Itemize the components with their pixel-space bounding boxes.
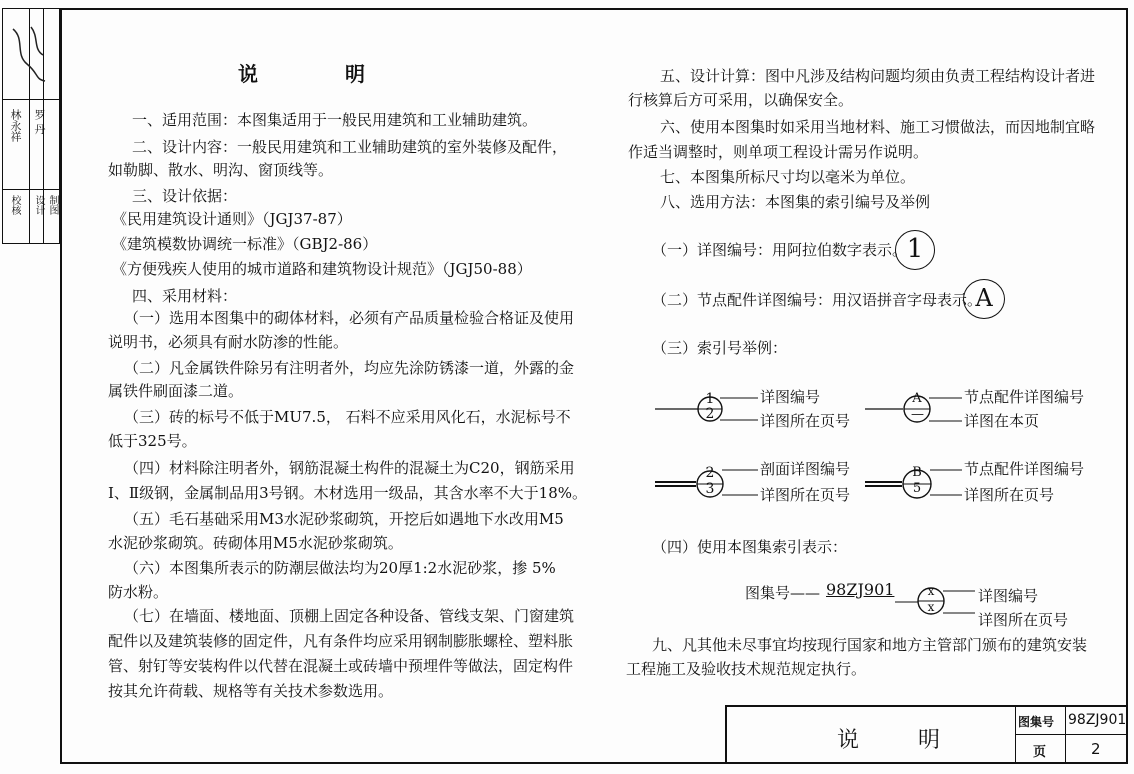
atlas-bottom: x xyxy=(927,600,935,614)
left-line: Ⅰ、Ⅱ级钢，金属制品用3号钢。木材选用一级品，其含水率不大于18%。 xyxy=(108,484,588,502)
detail-number-symbol: 1 xyxy=(895,230,935,270)
ex1-top: 1 xyxy=(705,391,715,407)
node-number-symbol: A xyxy=(963,279,1005,319)
detail-number-rule: （一）详图编号：用阿拉伯数字表示。 xyxy=(652,241,908,259)
reviewer-name: 林永祥 xyxy=(9,109,22,142)
left-line: （二）凡金属铁件除另有注明者外，均应先涂防锈漆一道，外露的金 xyxy=(124,359,575,377)
node-number-rule: （二）节点配件详图编号：用汉语拼音字母表示。 xyxy=(652,291,983,309)
title-block xyxy=(725,705,1128,764)
left-line: 四、采用材料： xyxy=(132,287,238,305)
left-line: （五）毛石基础采用M3水泥砂浆砌筑，开挖后如遇地下水改用M5 xyxy=(124,510,564,528)
atlas-value: 98ZJ901 xyxy=(1068,712,1127,728)
left-line: 《民用建筑设计通则》（JGJ37-87） xyxy=(112,210,352,228)
page-label: 页 xyxy=(1033,745,1047,760)
left-line: （四）材料除注明者外，钢筋混凝土构件的混凝土为C20，钢筋采用 xyxy=(124,459,575,477)
atlas-usage-title: （四）使用本图集索引表示： xyxy=(652,538,848,556)
left-line: 《方便残疾人使用的城市道路和建筑物设计规范》（JGJ50-88） xyxy=(112,260,532,278)
examples-title: （三）索引号举例： xyxy=(652,339,788,357)
left-line: 属铁件刷面漆二道。 xyxy=(108,382,244,400)
left-line: 一、适用范围：本图集适用于一般民用建筑和工业辅助建筑。 xyxy=(132,111,538,129)
reviewer-name-2: 罗 丹 xyxy=(33,109,46,135)
atlas-code: 98ZJ901 xyxy=(826,580,895,599)
check-label: 校核 xyxy=(9,195,20,215)
atlas-label-bottom: 详图所在页号 xyxy=(978,611,1069,629)
left-line: 如勒脚、散水、明沟、窗顶线等。 xyxy=(108,161,334,179)
item-nine-line: 九、凡其他未尽事宜均按现行国家和地方主管部门颁布的建筑安装 xyxy=(652,636,1088,654)
left-line: （一）选用本图集中的砌体材料，必须有产品质量检验合格证及使用 xyxy=(124,309,575,327)
right-line: 行核算后方可采用，以确保安全。 xyxy=(628,91,854,109)
atlas-top: x xyxy=(927,584,935,598)
left-line: 二、设计内容：一般民用建筑和工业辅助建筑的室外装修及配件， xyxy=(132,138,568,156)
ex3-top: 2 xyxy=(705,465,715,481)
right-line: 作适当调整时，则单项工程设计需另作说明。 xyxy=(628,143,929,161)
ex2-label-bottom: 详图在本页 xyxy=(964,412,1040,430)
left-line: （三）砖的标号不低于MU7.5， 石料不应采用风化石，水泥标号不 xyxy=(124,408,571,426)
ex4-top: B xyxy=(912,465,922,480)
ex2-top: A xyxy=(912,391,922,406)
ex4-label-top: 节点配件详图编号 xyxy=(964,460,1085,478)
ex1-bottom: 2 xyxy=(705,406,715,422)
right-line: 六、使用本图集时如采用当地材料、施工习惯做法，而因地制宜略 xyxy=(660,118,1096,136)
left-line: 《建筑模数协调统一标准》（GBJ2-86） xyxy=(112,235,378,253)
signature-strip xyxy=(2,8,60,244)
left-line: 管、射钉等安装构件以代替在混凝土或砖墙中预埋件等做法，固定构件 xyxy=(108,657,574,675)
left-line: 配件以及建筑装修的固定件，凡有条件均应采用钢制膨胀螺栓、塑料胀 xyxy=(108,632,574,650)
atlas-number-label: 图集号—— xyxy=(745,584,821,602)
left-line: （七）在墙面、楼地面、顶棚上固定各种设备、管线支架、门窗建筑 xyxy=(124,607,575,625)
handwritten-signature xyxy=(5,19,55,89)
left-line: 防水粉。 xyxy=(108,583,169,601)
item-nine-line: 工程施工及验收技术规范规定执行。 xyxy=(626,660,867,678)
left-line: 水泥砂浆砌筑。砖砌体用M5水泥砂浆砌筑。 xyxy=(108,534,403,552)
drawing-label: 制图 xyxy=(47,195,58,215)
ex3-bottom: 3 xyxy=(705,481,715,497)
ex2-label-top: 节点配件详图编号 xyxy=(964,388,1085,406)
left-line: 说明书，必须具有耐水防渗的性能。 xyxy=(108,333,349,351)
ex1-label-bottom: 详图所在页号 xyxy=(760,412,851,430)
right-line: 八、选用方法：本图集的索引编号及举例 xyxy=(660,193,931,211)
ex1-label-top: 详图编号 xyxy=(760,388,821,406)
design-label: 设计 xyxy=(33,195,44,215)
ex2-bottom: — xyxy=(911,407,924,422)
left-line: （六）本图集所表示的防潮层做法均为20厚1:2水泥砂浆，掺 5% xyxy=(124,559,556,577)
left-line: 按其允许荷载、规格等有关技术参数选用。 xyxy=(108,682,394,700)
ex4-bottom: 5 xyxy=(912,481,922,496)
left-line: 低于325号。 xyxy=(108,432,197,450)
page-number: 2 xyxy=(1091,740,1101,758)
left-line: 三、设计依据： xyxy=(132,187,238,205)
title-block-title: 说 明 xyxy=(837,728,966,753)
atlas-label-top: 详图编号 xyxy=(978,587,1039,605)
ex3-label-bottom: 详图所在页号 xyxy=(760,486,851,504)
right-line: 七、本图集所标尺寸均以毫米为单位。 xyxy=(660,168,916,186)
ex4-label-bottom: 详图所在页号 xyxy=(964,486,1055,504)
right-line: 五、设计计算：图中凡涉及结构问题均须由负责工程结构设计者进 xyxy=(660,67,1096,85)
atlas-label: 图集号 xyxy=(1018,715,1055,729)
page-title: 说 明 xyxy=(238,62,405,86)
ex3-label-top: 剖面详图编号 xyxy=(760,460,851,478)
